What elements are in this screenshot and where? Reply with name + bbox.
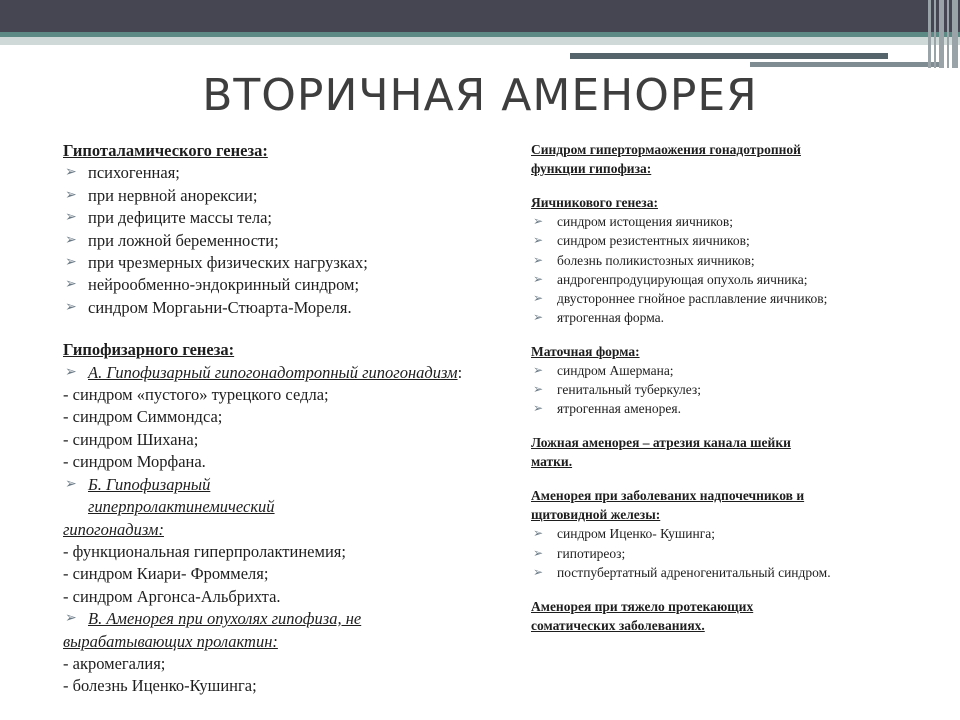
list-item: ➢ двустороннее гнойное расплавление яичников;	[531, 289, 926, 308]
arrow-bullet-icon: ➢	[533, 545, 544, 560]
arrow-bullet-icon: ➢	[65, 255, 77, 271]
arrow-bullet-icon: ➢	[65, 232, 77, 248]
arrow-bullet-icon: ➢	[533, 526, 544, 541]
list-item: ➢ при ложной беременности;	[63, 230, 463, 252]
arrow-bullet-icon: ➢	[533, 290, 544, 305]
right-column	[531, 140, 926, 635]
gonadotropic-heading-2: функции гипофиза:	[531, 161, 652, 177]
hypothalamic-heading: Гипоталамического генеза:	[63, 141, 268, 160]
list-item: - синдром Симмондса;	[63, 407, 223, 427]
list-item: ➢ при нервной анорексии;	[63, 185, 463, 207]
list-item: ➢ болезнь поликистозных яичников;	[531, 251, 926, 270]
list-item: ➢ гипотиреоз;	[531, 544, 926, 563]
false-amenorrhea-1: Ложная аменорея – атрезия канала шейки	[531, 435, 791, 451]
list-item: ➢ андрогенпродуцирующая опухоль яичника;	[531, 270, 926, 289]
left-column	[63, 140, 463, 698]
list-item: - болезнь Иценко-Кушинга;	[63, 676, 257, 696]
arrow-bullet-icon: ➢	[533, 214, 544, 229]
arrow-bullet-icon: ➢	[533, 382, 544, 397]
list-item: ➢ нейрообменно-эндокринный синдром;	[63, 274, 463, 296]
pituitary-b-title-end: гипогонадизм:	[63, 519, 164, 539]
header-slab-1	[570, 53, 888, 59]
arrow-bullet-icon: ➢	[533, 564, 544, 579]
list-item: ➢ синдром Моргаьни-Стюарта-Мореля.	[63, 297, 463, 319]
page-title: ВТОРИЧНАЯ АМЕНОРЕЯ	[202, 70, 758, 121]
list-item: ➢ ятрогенная аменорея.	[531, 399, 926, 418]
list-item: ➢ постпубертатный адреногенитальный синдром.	[531, 563, 926, 582]
pituitary-c-title: ➢ В. Аменорея при опухолях гипофиза, не	[63, 608, 463, 630]
arrow-bullet-icon: ➢	[65, 187, 77, 203]
list-item: ➢ синдром Ашермана;	[531, 361, 926, 380]
header-slab-2	[750, 62, 942, 67]
arrow-bullet-icon: ➢	[533, 363, 544, 378]
arrow-bullet-icon: ➢	[533, 401, 544, 416]
list-item: ➢ ятрогенная форма.	[531, 308, 926, 327]
hypothalamic-list	[63, 162, 463, 319]
list-item: ➢ генитальный туберкулез;	[531, 380, 926, 399]
header-shadow	[0, 37, 960, 45]
pituitary-a-title: ➢ А. Гипофизарный гипогонадотропный гипогонадизм:	[63, 362, 463, 384]
list-item: - синдром Аргонса-Альбрихта.	[63, 586, 281, 606]
pituitary-heading: Гипофизарного генеза:	[63, 340, 235, 360]
arrow-bullet-icon: ➢	[65, 299, 77, 315]
arrow-bullet-icon: ➢	[65, 277, 77, 293]
list-item: - синдром Морфана.	[63, 452, 206, 472]
somatic-heading-2: соматических заболеваниях.	[531, 617, 705, 633]
somatic-heading-1: Аменорея при тяжело протекающих	[531, 598, 754, 614]
list-item: ➢ психогенная;	[63, 162, 463, 184]
pituitary-c-title-end: вырабатывающих пролактин:	[63, 631, 278, 651]
arrow-bullet-icon: ➢	[65, 210, 77, 226]
list-item: - синдром Шихана;	[63, 429, 199, 449]
list-item: - синдром Киари- Фроммеля;	[63, 564, 269, 584]
arrow-bullet-icon: ➢	[65, 364, 77, 380]
list-item: - функциональная гиперпролактинемия;	[63, 541, 346, 561]
arrow-bullet-icon: ➢	[65, 165, 77, 181]
arrow-bullet-icon: ➢	[65, 611, 77, 627]
list-item: - акромегалия;	[63, 653, 166, 673]
gonadotropic-heading-1: Синдром гипертормаожения гонадотропной	[531, 142, 801, 157]
pituitary-b-title: ➢ Б. Гипофизарный гиперпролактинемический	[65, 474, 275, 517]
ovarian-heading: Яичникового генеза:	[531, 194, 658, 210]
arrow-bullet-icon: ➢	[65, 476, 77, 492]
arrow-bullet-icon: ➢	[533, 310, 544, 325]
corner-bars	[926, 0, 960, 68]
list-item: ➢ синдром истощения яичников;	[531, 212, 926, 231]
uterine-heading: Маточная форма:	[531, 343, 640, 359]
header-band	[0, 0, 960, 32]
list-item: ➢ синдром резистентных яичников;	[531, 231, 926, 250]
false-amenorrhea-2: матки.	[531, 454, 573, 470]
list-item: ➢ при дефиците массы тела;	[63, 207, 463, 229]
list-item: ➢ при чрезмерных физических нагрузках;	[63, 252, 463, 274]
arrow-bullet-icon: ➢	[533, 233, 544, 248]
arrow-bullet-icon: ➢	[533, 271, 544, 286]
arrow-bullet-icon: ➢	[533, 252, 544, 267]
list-item: ➢ синдром Иценко- Кушинга;	[531, 524, 926, 543]
adrenal-heading-2: щитовидной железы:	[531, 507, 661, 523]
list-item: - синдром «пустого» турецкого седла;	[63, 385, 329, 405]
adrenal-heading-1: Аменорея при заболеваних надпочечников и	[531, 488, 805, 504]
